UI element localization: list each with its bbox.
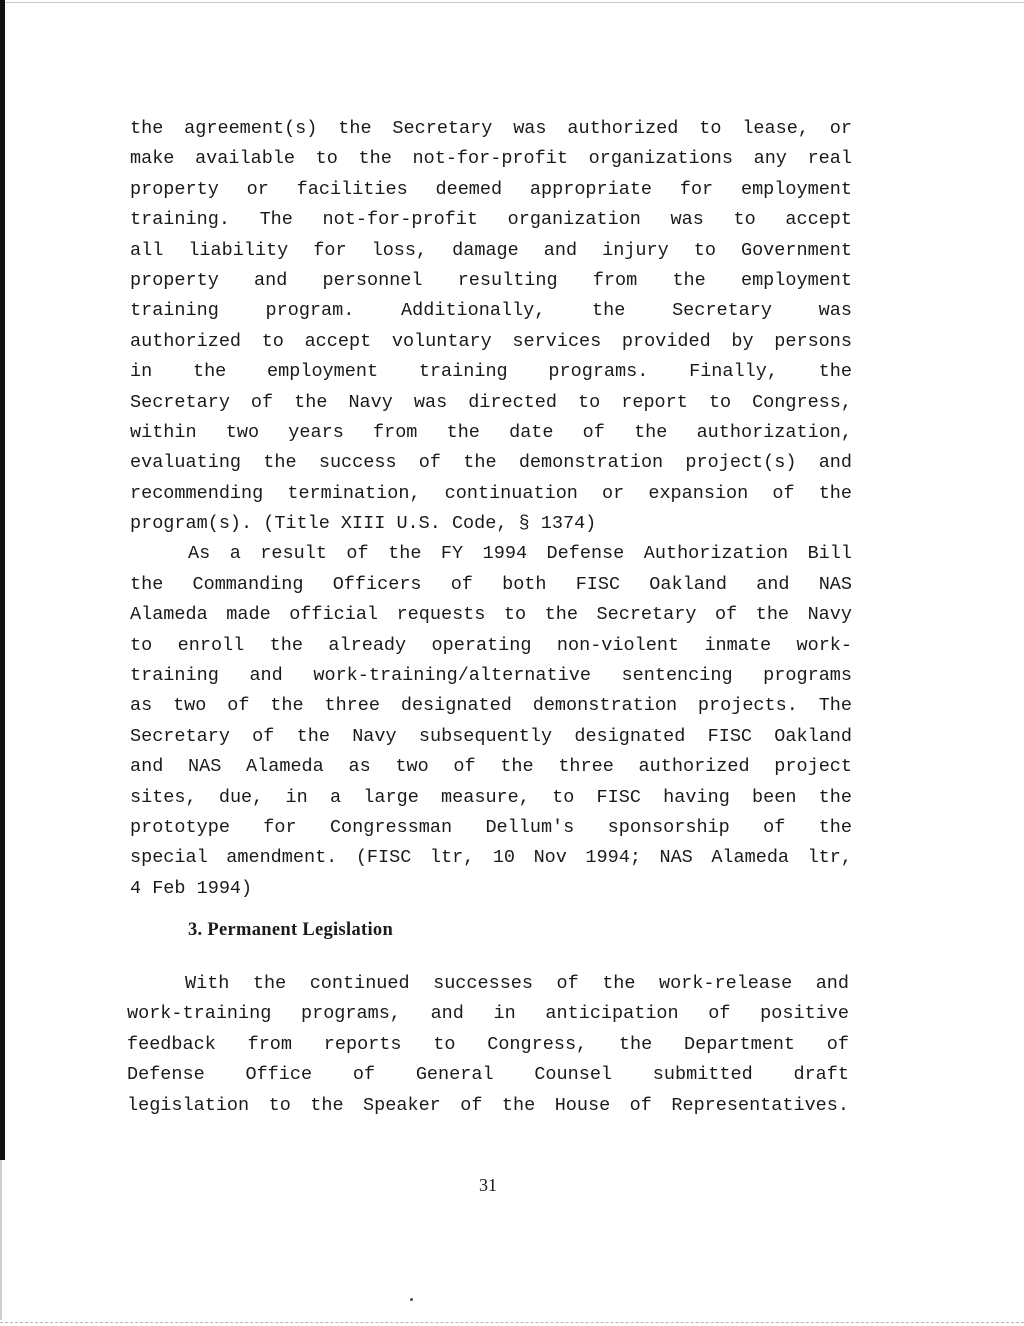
text-line: Secretary of the Navy was directed to report to Congress,: [130, 391, 852, 413]
text-line: all liability for loss, damage and injury to Government: [130, 239, 852, 261]
text-line: training and work-training/alternative sentencing programs: [130, 665, 852, 687]
text-line: work-training programs, and in anticipation of positive: [127, 1003, 849, 1025]
text-line: authorized to accept voluntary services provided by persons: [130, 330, 852, 352]
scan-speck: [410, 1298, 413, 1301]
text-line: property or facilities deemed appropriate for employment: [130, 178, 852, 200]
text-line: recommending termination, continuation or expansion of the: [130, 482, 852, 504]
text-line: As a result of the FY 1994 Defense Authorization Bill: [188, 543, 852, 565]
text-line: within two years from the date of the authorization,: [130, 421, 852, 443]
text-line: in the employment training programs. Finally, the: [130, 361, 852, 383]
text-line: Secretary of the Navy subsequently designated FISC Oakland: [130, 725, 852, 747]
text-line: training program. Additionally, the Secretary was: [130, 300, 852, 322]
text-line: feedback from reports to Congress, the Department of: [127, 1033, 849, 1055]
top-scan-rule: [0, 2, 1024, 3]
body-text-block: [130, 114, 852, 904]
text-line: to enroll the already operating non-violent inmate work-: [130, 634, 852, 656]
bottom-scan-rule: [0, 1322, 1024, 1324]
text-line: Defense Office of General Counsel submitted draft: [127, 1064, 849, 1086]
text-line: evaluating the success of the demonstration project(s) and: [130, 452, 852, 474]
text-line: sites, due, in a large measure, to FISC having been the: [130, 786, 852, 808]
body-text-block: [127, 969, 849, 1121]
text-line: program(s). (Title XIII U.S. Code, § 1374): [130, 513, 597, 535]
left-scan-edge: [0, 0, 5, 1160]
text-line: the Commanding Officers of both FISC Oakland and NAS: [130, 573, 852, 595]
text-line: the agreement(s) the Secretary was authorized to lease, or: [130, 118, 852, 139]
section-heading: 3. Permanent Legislation: [188, 920, 394, 940]
page-number: 31: [479, 1175, 497, 1195]
text-line: make available to the not-for-profit organizations any real: [130, 148, 852, 170]
text-line: legislation to the Speaker of the House of Representatives.: [127, 1094, 849, 1116]
text-line: special amendment. (FISC ltr, 10 Nov 1994; NAS Alameda ltr,: [130, 847, 852, 869]
text-line: training. The not-for-profit organization was to accept: [130, 209, 852, 231]
text-line: as two of the three designated demonstration projects. The: [130, 695, 852, 717]
text-line: property and personnel resulting from the employment: [130, 269, 852, 291]
text-line: Alameda made official requests to the Secretary of the Navy: [130, 604, 852, 626]
text-line: 4 Feb 1994): [130, 877, 253, 899]
text-line: and NAS Alameda as two of the three authorized project: [130, 756, 852, 778]
text-line: With the continued successes of the work-release and: [185, 973, 849, 994]
text-line: prototype for Congressman Dellum's sponsorship of the: [130, 816, 852, 838]
